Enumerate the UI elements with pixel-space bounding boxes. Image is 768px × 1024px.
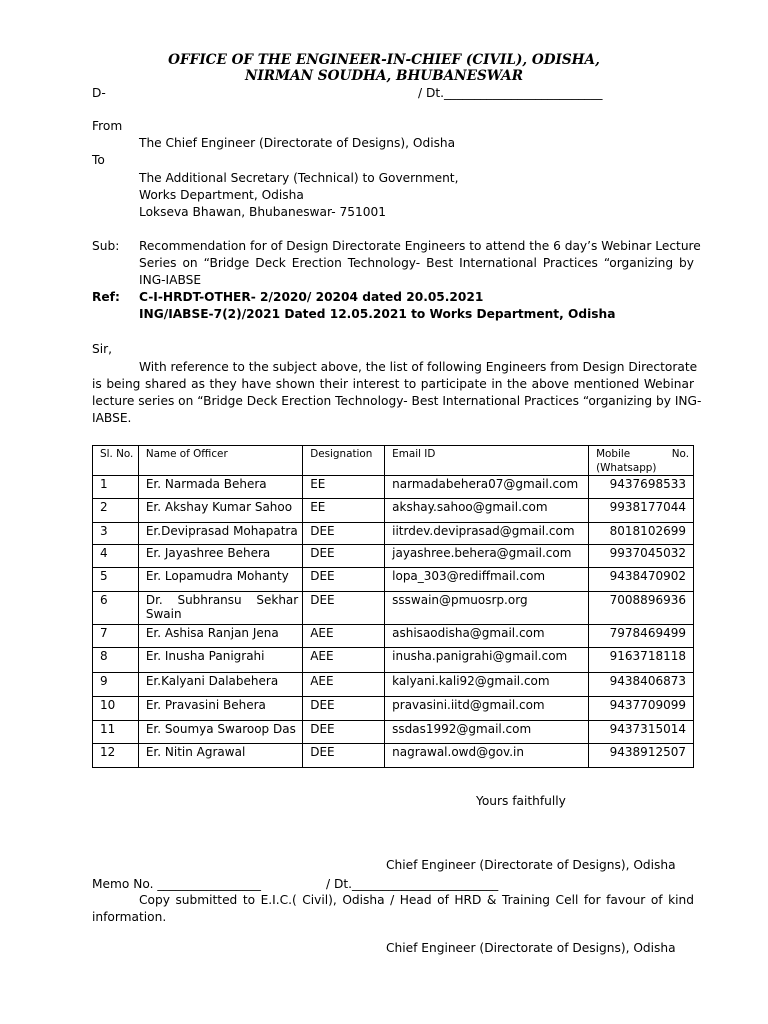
cell-designation: EE xyxy=(303,499,385,523)
cell-sl: 1 xyxy=(93,476,139,499)
to-line: Works Department, Odisha xyxy=(139,188,304,202)
header-designation: Designation xyxy=(303,446,385,476)
cell-designation: EE xyxy=(303,476,385,499)
table-row xyxy=(93,592,694,625)
cell-sl: 4 xyxy=(93,545,139,568)
cell-sl: 9 xyxy=(93,673,139,697)
table-row xyxy=(93,523,694,545)
body-line: is being shared as they have shown their interest to participate in the above mentioned Webinar xyxy=(92,377,694,391)
office-title: OFFICE OF THE ENGINEER-IN-CHIEF (CIVIL), ODISHA, xyxy=(168,52,600,68)
table-row xyxy=(93,568,694,592)
letter-number: D- xyxy=(92,86,106,100)
cell-sl: 8 xyxy=(93,648,139,673)
header-name: Name of Officer xyxy=(138,446,302,476)
table-header-row xyxy=(93,446,694,476)
cell-email: iitrdev.deviprasad@gmail.com xyxy=(385,523,589,545)
cell-name: Er. Jayashree Behera xyxy=(138,545,302,568)
cell-sl: 11 xyxy=(93,721,139,744)
cell-name: Er. Narmada Behera xyxy=(138,476,302,499)
cell-email: pravasini.iitd@gmail.com xyxy=(385,697,589,721)
cell-name: Er. Akshay Kumar Sahoo xyxy=(138,499,302,523)
salutation: Sir, xyxy=(92,342,113,356)
table-row xyxy=(93,744,694,768)
cell-name: Er. Lopamudra Mohanty xyxy=(138,568,302,592)
cell-email: kalyani.kali92@gmail.com xyxy=(385,673,589,697)
cell-sl: 2 xyxy=(93,499,139,523)
body-line: IABSE. xyxy=(92,411,132,425)
memo-number: Memo No. _________________ xyxy=(92,877,261,891)
sub-line: Series on “Bridge Deck Erection Technology- Best International Practices “organizing by xyxy=(139,256,694,270)
cell-name: Er. Pravasini Behera xyxy=(138,697,302,721)
cell-mobile: 9937045032 xyxy=(589,545,694,568)
table-row xyxy=(93,545,694,568)
cell-email: inusha.panigrahi@gmail.com xyxy=(385,648,589,673)
cell-email: ssswain@pmuosrp.org xyxy=(385,592,589,625)
cell-mobile: 9438912507 xyxy=(589,744,694,768)
cell-email: narmadabehera07@gmail.com xyxy=(385,476,589,499)
cell-email: nagrawal.owd@gov.in xyxy=(385,744,589,768)
from-label: From xyxy=(92,119,123,133)
memo-date: / Dt.________________________ xyxy=(326,877,499,891)
cell-name: Er. Ashisa Ranjan Jena xyxy=(138,625,302,648)
cell-sl: 12 xyxy=(93,744,139,768)
cell-mobile: 7008896936 xyxy=(589,592,694,625)
cell-mobile: 9163718118 xyxy=(589,648,694,673)
table-row xyxy=(93,499,694,523)
header-email: Email ID xyxy=(385,446,589,476)
body-line: With reference to the subject above, the list of following Engineers from Design Directorate xyxy=(139,360,698,374)
copy-line: information. xyxy=(92,910,167,924)
cell-mobile: 9437315014 xyxy=(589,721,694,744)
cell-designation: DEE xyxy=(303,697,385,721)
cell-name: Er. Soumya Swaroop Das xyxy=(138,721,302,744)
cell-mobile: 8018102699 xyxy=(589,523,694,545)
sub-label: Sub: xyxy=(92,239,120,253)
table-row xyxy=(93,476,694,499)
cell-email: jayashree.behera@gmail.com xyxy=(385,545,589,568)
cell-designation: DEE xyxy=(303,568,385,592)
signatory: Chief Engineer (Directorate of Designs), Odisha xyxy=(386,858,676,872)
cell-name: Er. Nitin Agrawal xyxy=(138,744,302,768)
cell-name: Er.Kalyani Dalabehera xyxy=(138,673,302,697)
cell-name: Er.Deviprasad Mohapatra xyxy=(138,523,302,545)
cell-sl: 5 xyxy=(93,568,139,592)
cell-mobile: 9437698533 xyxy=(589,476,694,499)
table-row xyxy=(93,697,694,721)
sub-line: ING-IABSE xyxy=(139,273,202,287)
table-row xyxy=(93,625,694,648)
to-label: To xyxy=(92,153,105,167)
table-row xyxy=(93,721,694,744)
cell-mobile: 9438406873 xyxy=(589,673,694,697)
cell-designation: DEE xyxy=(303,592,385,625)
cell-name: Er. Inusha Panigrahi xyxy=(138,648,302,673)
header-mobile-a: Mobile xyxy=(596,448,631,460)
cell-email: ashisaodisha@gmail.com xyxy=(385,625,589,648)
table-row xyxy=(93,648,694,673)
letter-date: / Dt.__________________________ xyxy=(418,86,603,100)
cell-designation: DEE xyxy=(303,523,385,545)
closing: Yours faithfully xyxy=(476,794,566,808)
header-mobile-c: (Whatsapp) xyxy=(596,462,657,474)
header-mobile xyxy=(589,446,694,476)
office-address: NIRMAN SOUDHA, BHUBANESWAR xyxy=(244,68,524,84)
cell-sl: 10 xyxy=(93,697,139,721)
cell-designation: AEE xyxy=(303,648,385,673)
ref-label: Ref: xyxy=(92,290,120,304)
header-sl: Sl. No. xyxy=(93,446,139,476)
ref-line: ING/IABSE-7(2)/2021 Dated 12.05.2021 to Works Department, Odisha xyxy=(139,307,616,321)
cell-email: akshay.sahoo@gmail.com xyxy=(385,499,589,523)
cell-mobile: 9938177044 xyxy=(589,499,694,523)
cell-sl: 3 xyxy=(93,523,139,545)
cell-designation: AEE xyxy=(303,625,385,648)
cell-sl: 7 xyxy=(93,625,139,648)
cell-designation: DEE xyxy=(303,744,385,768)
signatory: Chief Engineer (Directorate of Designs), Odisha xyxy=(386,941,676,955)
cell-designation: DEE xyxy=(303,545,385,568)
table-row xyxy=(93,673,694,697)
sub-line: Recommendation for of Design Directorate Engineers to attend the 6 day’s Webinar Lecture xyxy=(139,239,701,253)
cell-email: lopa_303@rediffmail.com xyxy=(385,568,589,592)
ref-line: C-I-HRDT-OTHER- 2/2020/ 20204 dated 20.05.2021 xyxy=(139,290,484,304)
copy-line: Copy submitted to E.I.C.( Civil), Odisha / Head of HRD & Training Cell for favour of kind xyxy=(139,893,694,907)
to-line: The Additional Secretary (Technical) to Government, xyxy=(139,171,459,185)
cell-mobile: 9437709099 xyxy=(589,697,694,721)
officers-table xyxy=(92,445,694,768)
cell-mobile: 7978469499 xyxy=(589,625,694,648)
cell-designation: AEE xyxy=(303,673,385,697)
cell-designation: DEE xyxy=(303,721,385,744)
header-mobile-b: No. xyxy=(671,448,689,460)
cell-sl: 6 xyxy=(93,592,139,625)
from-text: The Chief Engineer (Directorate of Designs), Odisha xyxy=(139,136,456,150)
body-line: lecture series on “Bridge Deck Erection Technology- Best International Practices “organizing by ING- xyxy=(92,394,702,408)
to-line: Lokseva Bhawan, Bhubaneswar- 751001 xyxy=(139,205,387,219)
cell-mobile: 9438470902 xyxy=(589,568,694,592)
cell-name: Dr. Subhransu Sekhar Swain xyxy=(138,592,302,625)
cell-email: ssdas1992@gmail.com xyxy=(385,721,589,744)
